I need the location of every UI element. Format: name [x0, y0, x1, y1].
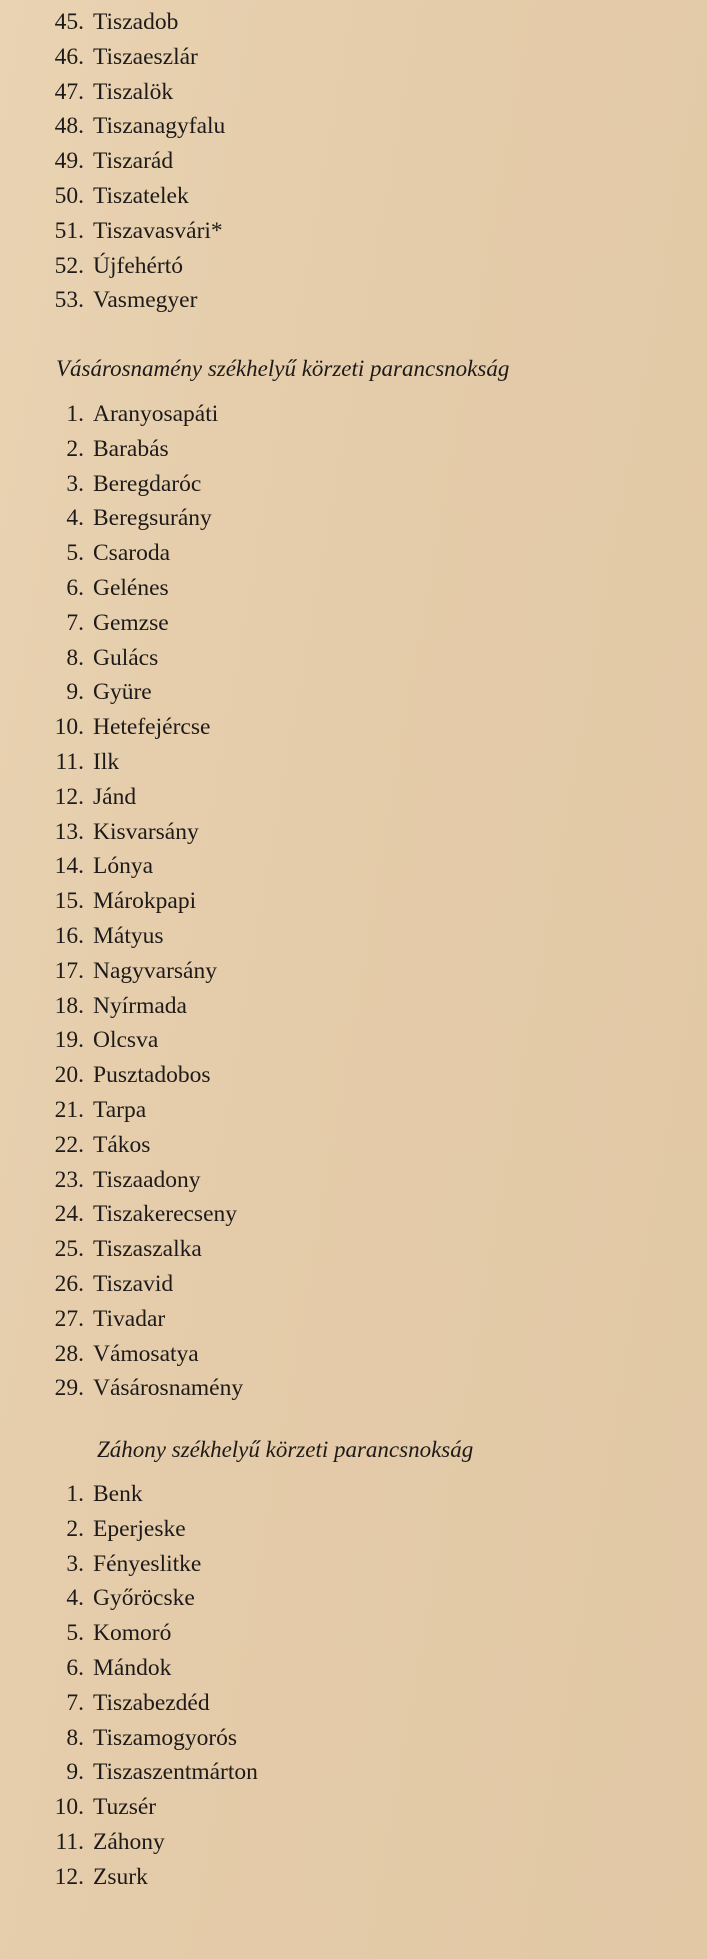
- item-number: 25.: [54, 1236, 84, 1263]
- settlement-name: Záhony: [93, 1828, 165, 1855]
- settlement-name: Tiszavasvári*: [93, 217, 223, 244]
- settlement-name: Jánd: [93, 783, 137, 810]
- item-number: 53.: [54, 287, 84, 314]
- settlement-name: Tiszarád: [93, 148, 174, 175]
- item-number: 46.: [54, 43, 84, 70]
- item-number: 17.: [54, 957, 84, 984]
- item-number: 26.: [54, 1270, 84, 1297]
- item-number: 3.: [66, 1550, 84, 1577]
- settlement-name: Tiszaszalka: [93, 1236, 202, 1263]
- item-number: 51.: [54, 217, 84, 244]
- settlement-name: Lónya: [93, 853, 154, 880]
- item-number: 50.: [54, 182, 84, 209]
- settlement-name: Pusztadobos: [93, 1062, 211, 1089]
- settlement-name: Beregdaróc: [93, 470, 202, 497]
- settlement-name: Gulács: [93, 644, 159, 671]
- settlement-name: Gyüre: [93, 679, 152, 706]
- settlement-name: Gelénes: [93, 574, 169, 601]
- item-number: 2.: [66, 1515, 84, 1542]
- item-number: 18.: [54, 992, 84, 1019]
- item-number: 52.: [54, 252, 84, 279]
- settlement-name: Tiszakerecseny: [93, 1201, 238, 1228]
- item-number: 48.: [54, 113, 84, 140]
- item-number: 10.: [54, 1794, 84, 1821]
- settlement-name: Gemzse: [93, 609, 169, 636]
- item-number: 1.: [66, 1481, 84, 1507]
- settlement-name: Nyírmada: [93, 992, 187, 1019]
- item-number: 8.: [66, 1724, 84, 1751]
- item-number: 11.: [55, 748, 84, 775]
- item-number: 14.: [54, 853, 84, 880]
- item-number: 5.: [66, 540, 84, 567]
- item-number: 12.: [54, 1863, 84, 1890]
- settlement-name: Beregsurány: [93, 505, 212, 532]
- item-number: 22.: [54, 1131, 84, 1158]
- settlement-name: Aranyosapáti: [93, 401, 219, 427]
- settlement-name: Vámosatya: [93, 1340, 199, 1367]
- item-number: 6.: [66, 574, 84, 601]
- settlement-name: Tiszabezdéd: [93, 1689, 210, 1716]
- settlement-name: Tiszanagyfalu: [93, 113, 226, 140]
- item-number: 9.: [66, 1759, 84, 1786]
- item-number: 4.: [66, 505, 84, 532]
- settlement-name: Zsurk: [93, 1863, 148, 1890]
- item-number: 49.: [54, 148, 84, 175]
- settlement-name: Tiszaeszlár: [93, 43, 198, 70]
- item-number: 7.: [66, 609, 84, 636]
- settlement-name: Ilk: [93, 748, 120, 775]
- item-number: 45.: [54, 9, 84, 35]
- settlement-name: Márokpapi: [93, 888, 197, 915]
- settlement-name: Barabás: [93, 435, 169, 462]
- settlement-name: Mándok: [93, 1654, 172, 1681]
- settlement-name: Tiszatelek: [93, 182, 189, 209]
- settlement-name: Tivadar: [93, 1305, 166, 1332]
- item-number: 2.: [66, 435, 84, 462]
- item-number: 19.: [54, 1027, 84, 1054]
- settlement-name: Fényeslitke: [93, 1550, 202, 1577]
- section-heading-zahony: Záhony székhelyű körzeti parancsnokság: [97, 1437, 474, 1462]
- settlement-name: Komoró: [93, 1620, 172, 1647]
- item-number: 11.: [55, 1828, 84, 1855]
- item-number: 29.: [54, 1375, 84, 1402]
- settlement-name: Csaroda: [93, 540, 171, 567]
- item-number: 7.: [66, 1689, 84, 1716]
- settlement-name: Tiszamogyorós: [93, 1724, 238, 1751]
- item-number: 28.: [54, 1340, 84, 1367]
- item-number: 6.: [66, 1654, 84, 1681]
- item-number: 24.: [54, 1201, 84, 1228]
- item-number: 5.: [66, 1620, 84, 1647]
- settlement-name: Győröcske: [93, 1585, 195, 1612]
- item-number: 1.: [66, 401, 84, 427]
- item-number: 20.: [54, 1062, 84, 1089]
- item-number: 12.: [54, 783, 84, 810]
- item-number: 16.: [54, 922, 84, 949]
- settlement-name: Nagyvarsány: [93, 957, 217, 984]
- item-number: 10.: [54, 714, 84, 741]
- settlement-name: Tiszadob: [93, 9, 179, 35]
- settlement-name: Újfehértó: [93, 252, 184, 279]
- settlement-name: Vásárosnamény: [93, 1375, 244, 1402]
- settlement-name: Tiszalök: [93, 78, 174, 105]
- item-number: 21.: [54, 1096, 84, 1123]
- settlement-name: Mátyus: [93, 922, 164, 949]
- settlement-name: Tiszaszentmárton: [93, 1759, 258, 1786]
- settlement-name: Kisvarsány: [93, 818, 199, 845]
- item-number: 23.: [54, 1166, 84, 1193]
- section-heading-vasarosnameny: Vásárosnamény székhelyű körzeti parancsnokság: [56, 356, 510, 381]
- settlement-name: Hetefejércse: [93, 714, 211, 741]
- item-number: 3.: [66, 470, 84, 497]
- settlement-name: Tiszavid: [93, 1270, 174, 1297]
- item-number: 15.: [54, 888, 84, 915]
- item-number: 9.: [66, 679, 84, 706]
- settlement-name: Benk: [93, 1481, 143, 1507]
- item-number: 27.: [54, 1305, 84, 1332]
- item-number: 8.: [66, 644, 84, 671]
- settlement-name: Tákos: [93, 1131, 151, 1158]
- settlement-name: Tuzsér: [93, 1794, 157, 1821]
- settlement-name: Tarpa: [93, 1096, 147, 1123]
- item-number: 13.: [54, 818, 84, 845]
- settlement-name: Eperjeske: [93, 1515, 186, 1542]
- item-number: 47.: [54, 78, 84, 105]
- item-number: 4.: [66, 1585, 84, 1612]
- settlement-name: Vasmegyer: [93, 287, 198, 314]
- settlement-name: Tiszaadony: [93, 1166, 201, 1193]
- settlement-name: Olcsva: [93, 1027, 159, 1054]
